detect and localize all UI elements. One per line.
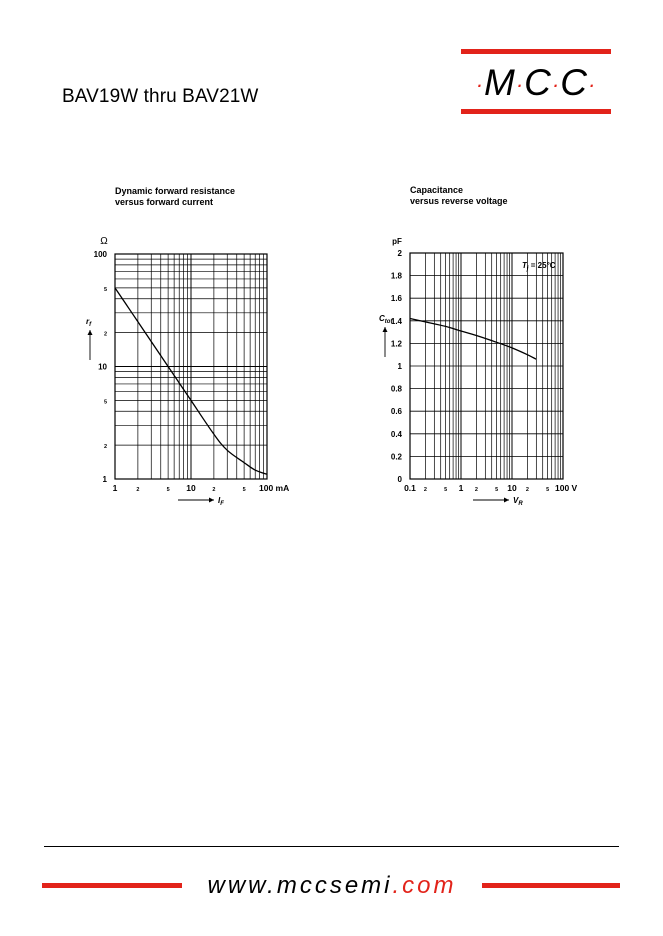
x-axis-arrowhead bbox=[209, 498, 214, 503]
y-tick-label: 100 bbox=[93, 250, 107, 259]
logo-dot: · bbox=[587, 72, 597, 98]
x-tick-label: 5 bbox=[495, 487, 499, 493]
y-tick-label: 1 bbox=[102, 475, 107, 484]
y-tick-label: 1 bbox=[397, 362, 402, 371]
x-axis-label: $V_R$ bbox=[513, 496, 523, 507]
y-tick-label: 5 bbox=[103, 399, 107, 406]
x-tick-label: 5 bbox=[546, 487, 550, 493]
url-prefix: www. bbox=[207, 872, 277, 899]
series-curve bbox=[410, 319, 536, 360]
footer-right-bar bbox=[482, 883, 620, 888]
y-tick-label: 10 bbox=[98, 362, 107, 372]
x-tick-label: 5 bbox=[242, 487, 246, 493]
y-tick-label: 1.2 bbox=[390, 339, 402, 349]
logo-dot: · bbox=[475, 72, 485, 98]
temperature-annotation: $T_j = 25^\circ C$ bbox=[522, 261, 556, 272]
y-unit-label: pF bbox=[392, 237, 402, 246]
logo-letter-c: C bbox=[560, 62, 588, 103]
x-tick-label: 2 bbox=[136, 487, 140, 493]
x-axis-label: $I_F$ bbox=[218, 496, 224, 507]
x-tick-label: 5 bbox=[444, 487, 448, 493]
y-axis-arrowhead bbox=[383, 327, 388, 332]
x-tick-label: 2 bbox=[474, 487, 478, 493]
logo-letter-m: M bbox=[484, 62, 516, 103]
x-tick-label: 100 mA bbox=[259, 483, 290, 493]
footer bbox=[0, 870, 663, 902]
x-tick-label: 10 bbox=[507, 483, 517, 493]
y-tick-label: 0.8 bbox=[390, 384, 402, 394]
x-tick-label: 10 bbox=[186, 483, 196, 493]
y-tick-label: 0.6 bbox=[390, 407, 402, 417]
y-axis-label: $r_f$ bbox=[86, 317, 92, 328]
chart-title-line: versus forward current bbox=[115, 197, 214, 207]
url-dot: . bbox=[392, 872, 403, 899]
url-tld: com bbox=[402, 872, 457, 899]
logo-dot: · bbox=[551, 72, 561, 98]
y-tick-label: 5 bbox=[103, 286, 107, 293]
x-tick-label: 0.1 bbox=[404, 483, 416, 493]
y-tick-label: 0.4 bbox=[390, 429, 402, 439]
chart-title-line: Dynamic forward resistance bbox=[115, 186, 236, 196]
x-tick-label: 5 bbox=[166, 487, 170, 493]
logo-letter-c: C bbox=[524, 62, 552, 103]
y-axis-arrowhead bbox=[88, 330, 93, 335]
x-tick-label: 100 V bbox=[555, 483, 578, 493]
y-tick-label: 2 bbox=[103, 331, 107, 338]
chart-title-line: versus reverse voltage bbox=[410, 196, 508, 206]
y-tick-label: 1.8 bbox=[390, 271, 402, 281]
x-tick-label: 2 bbox=[212, 487, 216, 493]
x-tick-label: 1 bbox=[112, 483, 118, 493]
url-main: mccsemi bbox=[276, 872, 393, 899]
chart-title-line: Capacitance bbox=[410, 185, 464, 195]
x-axis-arrowhead bbox=[504, 498, 509, 503]
y-tick-label: 2 bbox=[397, 249, 402, 258]
x-tick-label: 1 bbox=[458, 483, 464, 493]
y-axis-label: $C_{tot}$ bbox=[379, 314, 393, 325]
x-tick-label: 2 bbox=[525, 487, 529, 493]
y-tick-label: 1.6 bbox=[390, 294, 402, 304]
y-tick-label: 2 bbox=[103, 444, 107, 451]
x-tick-label: 2 bbox=[423, 487, 427, 493]
y-unit-label: Ω bbox=[100, 236, 108, 247]
footer-divider bbox=[44, 846, 619, 847]
y-tick-label: 1.4 bbox=[390, 316, 402, 326]
footer-left-bar bbox=[42, 883, 182, 888]
website-link[interactable] bbox=[182, 870, 482, 902]
page-title: BAV19W thru BAV21W bbox=[62, 86, 259, 107]
logo-dot: · bbox=[515, 72, 525, 98]
y-tick-label: 0 bbox=[397, 475, 402, 484]
y-tick-label: 0.2 bbox=[390, 452, 402, 462]
